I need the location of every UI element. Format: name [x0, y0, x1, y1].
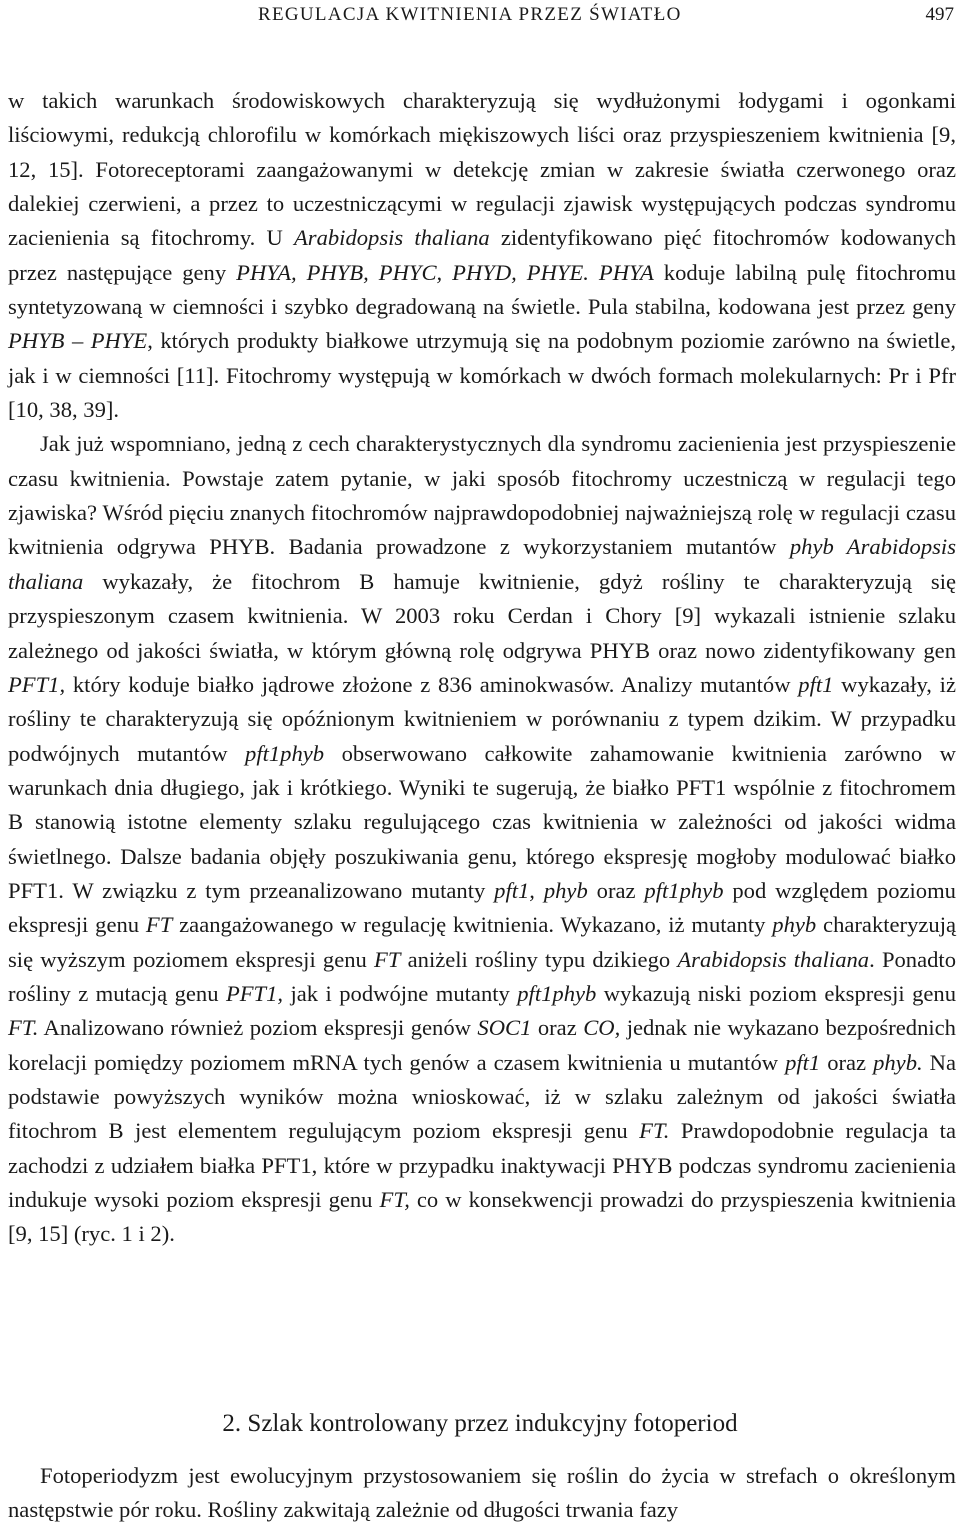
italic-term: SOC1 — [477, 1015, 532, 1041]
italic-term: FT, — [379, 1187, 410, 1212]
text-run: oraz — [820, 1049, 874, 1075]
italic-term: FT. — [639, 1118, 670, 1144]
text-run: wykazują niski poziom ekspresji genu — [596, 980, 956, 1006]
text-run: Na podstawie powyższych wyników można wnioskować, iż w szlaku zależnym od jakości światła fitochrom B jest elementem regulującym poziom ekspresji genu — [8, 1049, 956, 1144]
text-run: w takich warunkach środowiskowych charakteryzują się wydłużonymi łodygami i ogonkami liściowymi, redukcją chlorofilu w komórkach miękiszowych liści oraz przyspieszeniem kwitnienia [9, 12, 15]. Fotoreceptorami zaangażowanymi w detekcję zmian w zakresie światła czerwonego oraz dalekiej czerwieni, a przez to uczestniczącymi w regulacji zjawisk występujących podczas syndromu zacienienia są fitochromy. U — [8, 88, 956, 251]
text-run: aniżeli rośliny typu dzikiego — [400, 946, 678, 972]
italic-term: phyb. — [873, 1049, 923, 1075]
text-run: Prawdopodobnie regulacja ta zachodzi z udziałem białka PFT1, które w przypadku inaktywacji PHYB podczas syndromu zacienienia indukuje wysoki poziom ekspresji genu — [8, 1118, 956, 1212]
page-number: 497 — [925, 4, 954, 25]
italic-term: PHYA, PHYB, PHYC, PHYD, PHYE. — [236, 259, 589, 285]
text-run: zaangażowanego w regulację kwitnienia. Wykazano, iż mutanty — [172, 912, 773, 938]
italic-term: PFT1, — [8, 671, 66, 697]
text-run: co w konsekwencji prowadzi do przyspieszenia kwitnienia [9, 15] (ryc. 1 i 2). — [8, 1187, 957, 1247]
text-run: jak i podwójne mutanty — [283, 980, 518, 1006]
italic-term: phyb Arabidopsis thaliana — [8, 534, 956, 594]
paragraph-1 — [8, 84, 956, 427]
italic-term: pft1phyb — [245, 740, 325, 766]
text-run: Jak już wspomniano, jedną z cech charakterystycznych dla syndromu zacienienia jest przyspieszenie czasu kwitnienia. Powstaje zatem pytanie, w jaki sposób fitochromy uczestniczą w regulacji tego zjawiska? Wśród pięciu znanych fitochromów najprawdopodobniej najważniejszą rolę w regulacji czasu kwitnienia odgrywa PHYB. Badania prowadzone z wykorzystaniem mutantów — [8, 431, 956, 560]
running-title: REGULACJA KWITNIENIA PRZEZ ŚWIATŁO — [258, 4, 682, 25]
italic-term: FT — [145, 912, 173, 938]
section-paragraph: Fotoperiodyzm jest ewolucyjnym przystosowaniem się roślin do życia w strefach o określonym następstwie pór roku. Rośliny zakwitają zależnie od długości trwania fazy — [8, 1463, 956, 1523]
text-run: oraz — [531, 1015, 584, 1041]
italic-term: PFT1, — [225, 980, 284, 1006]
section-heading: 2. Szlak kontrolowany przez indukcyjny fotoperiod — [222, 1410, 738, 1437]
running-header — [0, 4, 960, 28]
italic-term: PHYA — [598, 259, 654, 285]
italic-term: FT — [374, 946, 401, 972]
text-run — [589, 260, 599, 285]
italic-term: PHYB – PHYE — [8, 328, 148, 354]
body-text — [8, 84, 956, 1252]
italic-term: Arabidopsis thaliana — [293, 225, 490, 251]
text-run: Analizowano również poziom ekspresji genów — [38, 1015, 478, 1041]
italic-term: CO, — [583, 1015, 621, 1041]
text-run: , których produkty białkowe utrzymują się na podobnym poziomie zarówno na świetle, jak i w ciemności [11]. Fitochromy występują w komórkach w dwóch formach molekularnych: Pr i Pfr [10, 38, 39]. — [8, 328, 956, 423]
italic-term: FT. — [8, 1015, 39, 1041]
text-run: pod względem poziomu ekspresji genu — [8, 877, 956, 938]
text-run: wykazały, że fitochrom B hamuje kwitnienie, gdyż rośliny te charakteryzują się przyspieszonym czasem kwitnienia. W 2003 roku Cerdan i Chory [9] wykazali istnienie szlaku zależnego od jakości światła, w którym główną rolę odgrywa PHYB oraz nowo zidentyfikowany gen — [8, 568, 956, 663]
italic-term: pft1phyb — [644, 877, 724, 903]
italic-term: Arabidopsis thaliana — [677, 946, 870, 972]
text-run: charakteryzują się wyższym poziomem ekspresji genu — [8, 912, 957, 972]
paragraph-2 — [8, 427, 956, 1251]
text-run: zidentyfikowano pięć fitochromów kodowanych przez następujące geny — [8, 225, 957, 285]
italic-term: phyb — [772, 912, 817, 938]
text-run: oraz — [587, 877, 645, 903]
text-run: wykazały, iż rośliny te charakteryzują się opóźnionym kwitnieniem w porównaniu z typem dzikim. W przypadku podwójnych mutantów — [8, 671, 956, 766]
text-run: który koduje białko jądrowe złożone z 836 aminokwasów. Analizy mutantów — [65, 671, 799, 697]
italic-term: pft1 — [785, 1049, 821, 1075]
italic-term: pft1phyb — [517, 980, 597, 1006]
text-run: koduje labilną pulę fitochromu syntetyzowaną w ciemności i szybko degradowaną na świetle. Pula stabilna, kodowana jest przez geny — [8, 259, 956, 320]
section-text — [8, 1459, 956, 1528]
text-run: obserwowano całkowite zahamowanie kwitnienia zarówno w warunkach dnia długiego, jak i krótkiego. Wyniki te sugerują, że białko PFT1 wspólnie z fitochromem B stanowią istotne elementy szlaku regulującego czas kwitnienia w zależności od jakości widma świetlnego. Dalsze badania objęły poszukiwania genu, którego ekspresję mogłoby modulować białko PFT1. W związku z tym przeanalizowano mutanty — [8, 740, 956, 903]
italic-term: pft1 — [798, 671, 834, 697]
text-run: . Ponadto rośliny z mutacją genu — [8, 946, 956, 1006]
text-run: jednak nie wykazano bezpośrednich korelacji pomiędzy poziomem mRNA tych genów a czasem kwitnienia u mutantów — [8, 1015, 956, 1075]
italic-term: pft1, phyb — [494, 877, 588, 903]
